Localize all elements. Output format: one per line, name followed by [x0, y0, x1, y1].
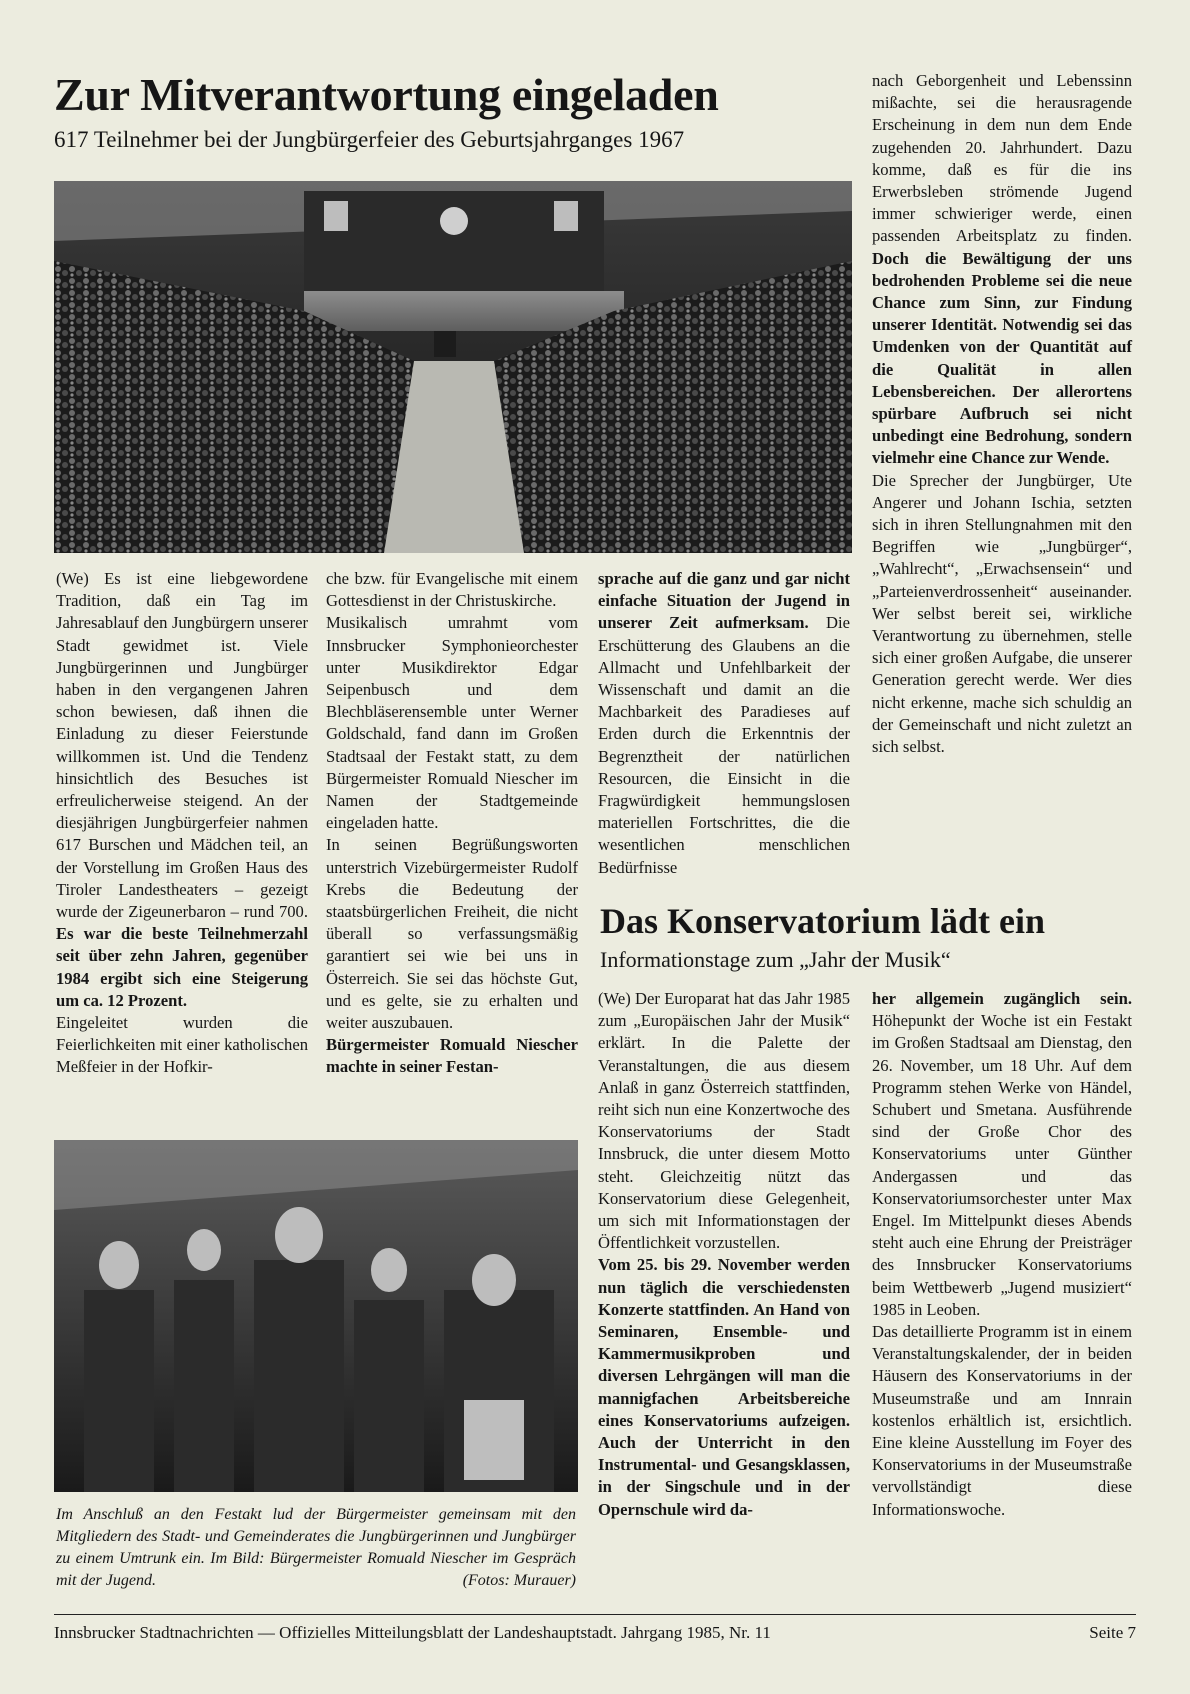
article1-col4-paragraph-2: Die Sprecher der Jungbürger, Ute Angerer und Johann Ischia, setzten sich in ihren Stellungnahmen mit den Begriffen wie „Jungbürger“, „Wahlrecht“, „Erwachsensein“ und „Parteienverdrossenheit“ auseinander. Wer selbst bereit sei, wirkliche Verantwortung zu übernehmen, stelle sich einer großen Aufgabe, die unserer Generation gerecht werde. Wer dies nicht erkenne, mache sich schuldig an der Gemeinschaft und nicht zuletzt an sich selbst.: [872, 470, 1132, 757]
subheadline-2: Informationstage zum „Jahr der Musik“: [600, 947, 951, 972]
article2-col1-paragraph-1: (We) Der Europarat hat das Jahr 1985 zum „Europäischen Jahr der Musik“ erklärt. In die Palette der Veranstaltungen, die aus diesem Anlaß in ganz Österreich stattfinden, reiht sich nun eine Konzertwoche des Konservatoriums der Stadt Innsbruck, die unter diesem Motto steht. Gleichzeitig nützt das Konservatorium diese Gelegenheit, um sich mit Informationstagen der Öffentlichkeit vorzustellen.: [598, 989, 850, 1253]
photo-credit: (Fotos: Murauer): [462, 1572, 576, 1589]
article1-col2-paragraph-2: Musikalisch umrahmt vom Innsbrucker Symphonieorchester unter Musikdirektor Edgar Seipenbusch und dem Blechbläserensemble unter Werner Goldschald, fand dann im Großen Stadtsaal der Festakt statt, zu dem Bürgermeister Romuald Niescher im Namen der Stadtgemeinde eingeladen hatte.: [326, 613, 578, 833]
caption-text: Im Anschluß an den Festakt lud der Bürgermeister gemeinsam mit den Mitgliedern des Stadt- und Gemeinderates die Jungbürgerinnen und Jungbürger zu einem Umtrunk ein. Im Bild: Bürgermeister Romuald Niescher im Gespräch mit der Jugend.: [56, 1506, 576, 1589]
article1-column-2: [326, 568, 578, 1079]
article1-col2-paragraph-3: In seinen Begrüßungsworten unterstrich Vizebürgermeister Rudolf Krebs die Bedeutung der staatsbürgerlichen Freiheit, die nicht überall so verfassungsmäßig garantiert sei wie bei uns in Österreich. Sie sei das höchste Gut, und es gelte, sie zu erhalten und weiter auszubauen.: [326, 835, 578, 1033]
article1-column-1: [56, 568, 308, 1079]
concert-hall-photo: [54, 181, 852, 553]
article1-col1-emphasis: Es war die beste Teilnehmerzahl seit über zehn Jahren, gegenüber 1984 ergibt sich eine Steigerung um ca. 12 Prozent.: [56, 924, 308, 1010]
article1-col3-text: Die Erschütterung des Glaubens an die Allmacht und Unfehlbarkeit der Wissenschaft und damit an die Machbarkeit des Paradieses auf Erden durch die Erkenntnis der Begrenztheit der natürlichen Resourcen, die Einsicht in die Fragwürdigkeit hemmungslosen materiellen Fortschrittes, die die wesentlichen menschlichen Bedürfnisse: [598, 613, 851, 877]
footer-text: Innsbrucker Stadtnachrichten — Offizielles Mitteilungsblatt der Landeshauptstadt. Jahrgang 1985, Nr. 11: [54, 1623, 771, 1642]
reception-photo: [54, 1140, 578, 1492]
subheadline: 617 Teilnehmer bei der Jungbürgerfeier des Geburtsjahrganges 1967: [54, 127, 685, 152]
article1-col3-emphasis: sprache auf die ganz und gar nicht einfache Situation der Jugend in unserer Zeit aufmerksam.: [598, 569, 850, 633]
headline: Zur Mitverantwortung eingeladen: [54, 69, 719, 120]
article2-col2-text: Höhepunkt der Woche ist ein Festakt im Großen Stadtsaal am Dienstag, den 26. November, um 18 Uhr. Auf dem Programm stehen Werke von Händel, Schubert und Smetana. Ausführende sind der Große Chor des Konservatoriums unter Günther Andergassen und das Konservatoriumsorchester unter Max Engel. Im Mittelpunkt dieses Abends steht auch eine Ehrung der Preisträger des Innsbrucker Konservatoriums beim Wettbewerb „Jugend musiziert“ 1985 in Leoben.: [872, 1011, 1132, 1319]
article2-col2-emphasis: her allgemein zugänglich sein.: [872, 989, 1132, 1008]
footer-rule: [54, 1614, 1136, 1615]
headline-2: Das Konservatorium lädt ein: [600, 901, 1045, 941]
article2-column-1: [598, 988, 850, 1521]
footer: [54, 1622, 1136, 1644]
concert-hall-photo-graphic: [54, 181, 852, 553]
article1-col4-emphasis: Doch die Bewältigung der uns bedrohenden Probleme sei die neue Chance zum Sinn, zur Findung unserer Identität. Notwendig sei das Umdenken von der Quantität auf die Qualität in allen Lebensbereichen. Der allerortens spürbare Aufbruch sei nicht unbedingt eine Bedrohung, sondern vielmehr eine Chance zur Wende.: [872, 248, 1132, 468]
article1-column-3: [598, 568, 850, 879]
article1-col2-emphasis: Bürgermeister Romuald Niescher machte in seiner Festan-: [326, 1035, 578, 1077]
article1-col1-paragraph-2: Eingeleitet wurden die Feierlichkeiten mit einer katholischen Meßfeier in der Hofkir-: [56, 1013, 308, 1077]
article1-col1-intro: (We) Es ist eine liebgewordene Tradition, daß ein Tag im Jahresablauf den Jungbürgern unserer Stadt gewidmet ist. Viele Jungbürgerinnen und Jungbürger haben in den vergangenen Jahren schon bewiesen, daß ihnen die Einladung zu dieser Feierstunde willkommen ist. Und die Tendenz hinsichtlich des Besuches ist erfreulicherweise steigend. An der diesjährigen Jungbürgerfeier nahmen 617 Burschen und Mädchen teil, an der Vorstellung im Großen Haus des Tiroler Landestheaters – gezeigt wurde der Zigeunerbaron – rund 700.: [56, 569, 308, 922]
article1-col4-text: nach Geborgenheit und Lebenssinn mißachte, sei die herausragende Erscheinung in dem nun dem Ende zugehenden 20. Jahrhundert. Dazu komme, daß es für die ins Erwerbsleben strömende Jugend immer schwieriger werde, einen passenden Arbeitsplatz zu finden.: [872, 71, 1132, 246]
article1-column-4: [872, 70, 1132, 758]
article1-col2-paragraph-1: che bzw. für Evangelische mit einem Gottesdienst in der Christuskirche.: [326, 569, 578, 611]
article2-col1-emphasis: Vom 25. bis 29. November werden nun täglich die verschiedensten Konzerte stattfinden. An Hand von Seminaren, Ensemble- und Kammermusikproben und diversen Lehrgängen will man die mannigfachen Arbeitsbereiche eines Konservatoriums aufzeigen. Auch der Unterricht in den Instrumental- und Gesangsklassen, in der Singschule und in der Opernschule wird da-: [598, 1255, 850, 1519]
article2-col2-paragraph-2: Das detaillierte Programm ist in einem Veranstaltungskalender, der in beiden Häusern des Konservatoriums in der Museumstraße und am Innrain kostenlos erhältlich ist, ersichtlich. Eine kleine Ausstellung im Foyer des Konservatoriums in der Museumstraße vervollständigt diese Informationswoche.: [872, 1322, 1132, 1519]
article2-column-2: [872, 988, 1132, 1521]
reception-photo-graphic: [54, 1140, 578, 1492]
page-number: Seite 7: [1089, 1623, 1136, 1642]
photo-caption: [56, 1504, 576, 1592]
